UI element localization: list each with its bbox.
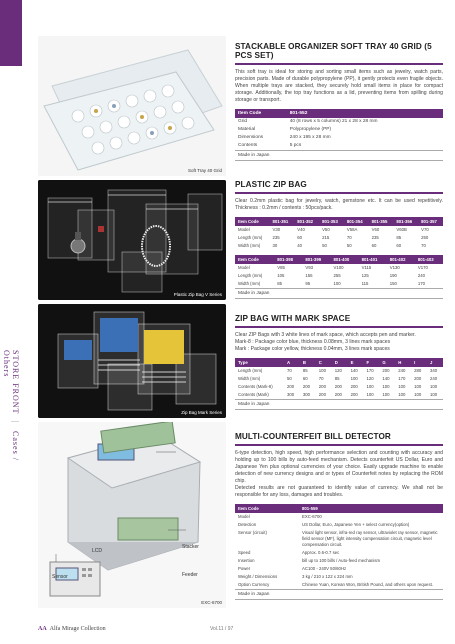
title-rule [235,444,443,446]
bill-detector-section [235,432,443,600]
section-description: Clear 0.2mm plastic bag for jewelry, watch, gemstone etc. It can be used repetitively. Thickness : 0.2mm / contents : 50pcs/pack. [235,197,443,211]
spec-table-2: Item Code 801-398 801-399 801-400 801-401 801-402 801-403 Model V85 V93 V100 V115 V130 V170 Length (mm) 105 155 255 125 190 240 Width (mm) 85 95 100 115 150 170 [235,255,443,288]
origin-note: Made in Japan [235,399,443,410]
chapter-label: STORE FRONT | Cases / Others [2,350,20,461]
sidebar-color-band [0,0,22,66]
page-number: Vol.11 / 97 [210,626,234,632]
zip-section [235,180,443,299]
spec-table: Item Code 801-552 Grid 40 (8 rows x 5 columns) 21 x 28 x 28 mm Material Polypropylene (PP) Dimensions 240 x 195 x 28 mm Contents 5 pcs [235,109,443,150]
chapter-title: STORE FRONT [11,350,20,415]
title-rule [235,326,443,328]
mark-bag-photo [38,304,226,418]
zip-bag-image [38,180,226,300]
origin-note: Made in Japan [235,150,443,161]
mark-bag-image [38,304,226,418]
soft-tray-image [38,36,226,176]
photo-caption: Soft Tray 40 Grid [187,168,222,173]
photo-caption: Plastic Zip Bag V Series [173,292,222,297]
title-rule [235,63,443,65]
section-title: ZIP BAG WITH MARK SPACE [235,314,351,323]
sidebar [0,0,24,644]
stacker-callout: Stacker [182,544,199,550]
section-note-2: Mark : Package color yellow, thickness 0.04mm, 3 lines mark spaces [235,345,390,352]
section-note-1: Mark-8 : Package color blue, thickness 0.08mm, 3 lines mark spaces [235,338,391,345]
section-disclaimer: Detected results are not guaranteed to identify value of currency. We shall not be responsible for any loss, damages and troubles. [235,484,443,498]
section-title: MULTI-COUNTERFEIT BILL DETECTOR [235,432,391,441]
lcd-callout: LCD [92,548,103,554]
soft-tray-photo [38,36,226,176]
spec-table: Item Code 801-559 Model EXC-6700 Detection US Dollar, Euro, Japanese Yen + select currency(option) Sensor (circuit) Visual light sensor, infra-red ray sensor, ultraviolet ray sensor, magnetic field sensor (MF), light intensity compensation circuit, magnetic level compensation circuit. Speed Approx. 0.6-0.7 sec Insertion bill up to 100 bills / Auto-feed mechanism Power AC100 - 240V 50/60Hz Weight / Dimensions 3 kg / 210 x 122 x 224 mm Option Currency Chinese Yuan, Korean Won, British Pound, and others upon request. [235,504,443,589]
feeder-callout: Feeder [182,572,198,578]
spec-table-1: Item Code 801-351 801-352 801-353 801-354 801-355 801-356 801-357 Model V30 V40 V50 V58A V60 V60B V70 Length (mm) 235 60 215 70 235 85 250 Width (mm) 30 40 50 50 60 60 70 [235,217,443,250]
sensor-callout: Sensor [52,574,68,580]
title-rule [235,192,443,194]
bill-detector-photo [38,422,226,608]
section-title: STACKABLE ORGANIZER SOFT TRAY 40 GRID (5 PCS SET) [235,42,432,60]
photo-caption: Zip Bag Mark Series [181,410,222,415]
chapter-subtitle: Cases / Others [2,350,20,461]
section-title: PLASTIC ZIP BAG [235,180,307,189]
origin-note: Made in Japan [235,288,443,299]
brand-name [38,626,106,632]
mark-section [235,314,443,410]
spec-table: Type A B C D E F G H I J Length (mm) 70 85 100 120 140 170 200 240 280 340 Width (mm) 50 60 70 85 100 120 140 170 200 240 Contents (Mark-8) 200 200 200 200 200 100 100 100 100 100 Contents (Mark) 300 300 200 200 200 100 100 100 100 100 [235,358,443,399]
brand-text: Alfa Mirage Collection [49,626,106,632]
tray-section [235,42,443,161]
origin-note: Made in Japan [235,589,443,600]
bill-detector-image [38,422,226,608]
brand-mark: AA [38,626,47,632]
section-description: This soft tray is ideal for storing and sorting small items such as jewelry, watch parts, precision parts. Made of durable polypropylene (PP), it gently protects even fragile objects. When multiple trays are stacked, they securely hold small items in place for compact storage. Additionally, the top tray functions as a lid, preventing items from spilling during storage or transport. [235,68,443,103]
photo-caption: EXC-6700 [201,600,222,605]
section-description: Clear ZIP Bags with 3 white lines of mark space, which accepts pen and marker. [235,331,416,338]
zip-bag-photo [38,180,226,300]
section-description: 6-type detection, high speed, high performance selection and counting with accuracy and holding up to 100 bills by auto-feed mechanism. Detects counterfeit US Dollar, Euro and Japanese Yen plus optional currencies of your choice. Easily upgrade machine to enable detection of new currency designs and or types of Counterfeit notes by replacing the ROM chip. [235,449,443,484]
